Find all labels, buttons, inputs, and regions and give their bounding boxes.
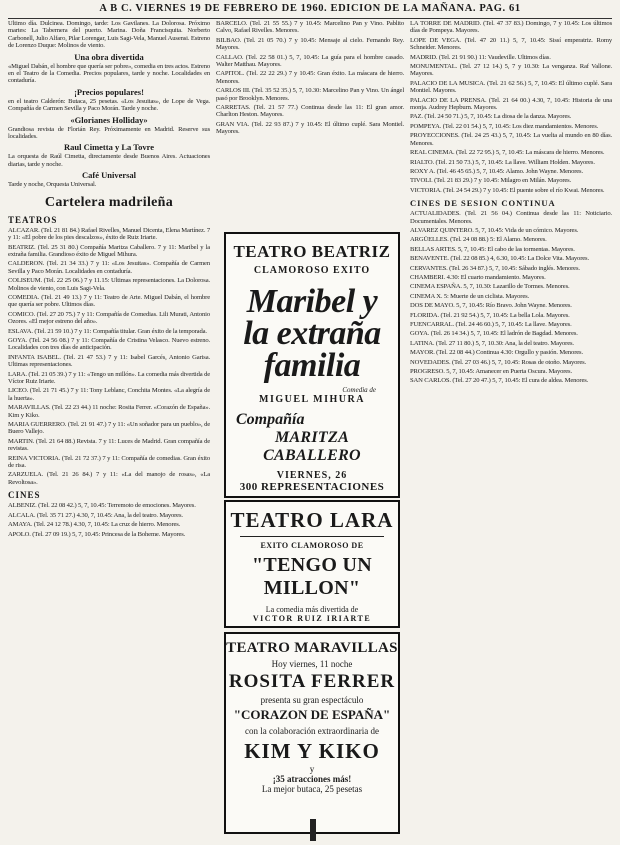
listing-entry: PALACIO DE LA PRENSA. (Tel. 21 64 00.) 4.30, 7, 10.45: Historia de una monja. Audrey Hepburn. Mayores. xyxy=(410,96,612,112)
column-middle-listings xyxy=(216,20,404,250)
ad-text-glorianes: Grandiosa revista de Florián Rey. Próximamente en Madrid. Reserve sus localidades. xyxy=(8,125,210,141)
listing-entry: CINEMA X. 5: Muerte de un ciclista. Mayores. xyxy=(410,292,530,300)
ad-text-cafe: Tarde y noche, Orquesta Universal. xyxy=(8,181,97,189)
ad-heading-precios: ¡Precios populares! xyxy=(74,86,144,97)
listing-entry: PALACIO DE LA MUSICA. (Tel. 21 62 56.) 5, 7, 10.45: El último cuplé. Sara Montiel. Mayores. xyxy=(410,79,612,95)
ad-text-precios: en el teatro Calderón: Butaca, 25 pesetas. «Los Jesuitas», de Lope de Vega. Compañía de Carmen Sevilla y Paco Morán. Tarde y noche. xyxy=(8,97,210,113)
ad-divider xyxy=(240,536,384,537)
listing-entry: MONUMENTAL. (Tel. 27 12 14.) 5, 7 y 10.30: La venganza. Raf Vallone. Mayores. xyxy=(410,63,612,78)
ad-subtitle: CLAMOROSO EXITO xyxy=(253,265,371,276)
listing-entry: REINA VICTORIA. (Tel. 21 72 37.) 7 y 11: Compañía de comedias. Gran éxito de risa. xyxy=(8,454,210,470)
listing-entry: ZARZUELA. (Tel. 21 26 84.) 7 y 11: «La del manojo de rosas», «La Revoltosa». xyxy=(8,471,210,486)
ad-play-title-line1: Maribel y xyxy=(246,283,378,320)
listing-entry: CARLOS III. (Tel. 35 52 35.) 5, 7, 10.30: Marcelino Pan y Vino. Un ángel pasó por Brooklyn. Menores. xyxy=(216,87,404,102)
listing-entry: CARRETAS. (Tel. 21 57 77.) Continua desde las 11: El gran amor. Charlton Heston. Mayores. xyxy=(216,104,404,119)
listing-entry: GOYA. (Tel. 24 56 08.) 7 y 11: Compañía de Cristina Velasco. Nuevo estreno. Localidades con tres días de anticipación. xyxy=(8,336,210,352)
listing-entry: GOYA. (Tel. 26 14 34.) 5, 7, 10.45: El ladrón de Bagdad. Menores. xyxy=(410,330,578,338)
listing-entry: COMEDIA. (Tel. 21 49 13.) 7 y 11: Teatro de Arte. Miguel Dabán, el hombre que quería ser pobre. Ultimos días. xyxy=(8,293,210,309)
ad-line: con la colaboración extraordinaria de xyxy=(245,726,379,736)
ad-text-cimetta: La orquesta de Raúl Cimetta, directamente desde Buenos Aires. Actuaciones diarias, tarde y noche. xyxy=(8,153,210,168)
listing-entry: REAL CINEMA. (Tel. 22 72 95.) 5, 7, 10.45: La máscara de hierro. Menores. xyxy=(410,149,605,157)
print-smudge xyxy=(310,819,316,841)
ad-performance-count: 300 REPRESENTACIONES xyxy=(239,481,385,493)
ad-author: VICTOR RUIZ IRIARTE xyxy=(252,614,372,623)
ad-company-name: MARITZA CABALLERO xyxy=(263,429,361,464)
ad-show-title: "CORAZON DE ESPAÑA" xyxy=(233,707,391,722)
listing-entry: TIVOLI. (Tel. 21 83 29.) 7 y 10.45: Milagro en Milán. Mayores. xyxy=(410,177,572,185)
ad-heading-cimetta: Raul Cimetta y La Tovre xyxy=(63,142,155,153)
listing-entry: ESLAVA. (Tel. 21 59 10.) 7 y 11: Compañía titular. Gran éxito de la temporada. xyxy=(8,327,207,335)
listing-entry: APOLO. (Tel. 27 09 19.) 5, 7, 10.45: Princesa de la Boheme. Mayores. xyxy=(8,530,186,538)
listing-entry: COMICO. (Tel. 27 20 75.) 7 y 11: Compañía de Comedias. Lili Murati, Antonio Ozores. «El mejor estreno del año». xyxy=(8,310,210,326)
listing-entry: NOVEDADES. (Tel. 27 03 46.) 5, 7, 10.45: Rosas de otoño. Mayores. xyxy=(410,358,587,366)
section-title-cartelera: Cartelera madrileña xyxy=(44,194,174,210)
ad-line: presenta su gran espectáculo xyxy=(260,695,364,705)
listing-entry: ARGÜELLES. (Tel. 24 08 88.) 5: El Alamo. Menores. xyxy=(410,236,547,244)
listing-entry: POMPEYA. (Tel. 22 01 54.) 5, 7, 10.45: Los diez mandamientos. Menores. xyxy=(410,122,599,130)
ad-line: y xyxy=(309,764,315,774)
listing-entry: LICEO. (Tel. 21 71 45.) 7 y 11: Tony Leblanc, Conchita Montes. «La alegría de la huerta». xyxy=(8,387,210,402)
listing-entry: BENAVENTE. (Tel. 22 08 85.) 4, 6.30, 10.45: La Dolce Vita. Mayores. xyxy=(410,255,589,263)
listing-entry: CHAMBERI. 4.30: El cuarto mandamiento. Mayores. xyxy=(410,273,546,281)
ad-heading-obra: Una obra divertida xyxy=(74,51,144,62)
listing-entry: RIALTO. (Tel. 21 50 73.) 5, 7, 10.45: La llave. William Holden. Mayores. xyxy=(410,158,595,166)
ad-theater-name: TEATRO MARAVILLAS xyxy=(226,640,398,656)
listing-entry: FLORIDA. (Tel. 21 92 54.) 5, 7, 10.45: La bella Lola. Mayores. xyxy=(410,311,570,319)
listing-entry: MADRID. (Tel. 21 91 90.) 11: Vaudeville. Ultimos días. xyxy=(410,53,551,61)
listing-entry: BARCELO. (Tel. 21 55 55.) 7 y 10.45: Marcelino Pan y Vino. Pablito Calvo, Rafael Rivelles. Menores. xyxy=(216,20,404,35)
page-header: A B C. VIERNES 19 DE FEBRERO DE 1960. EDICION DE LA MAÑANA. PAG. 61 xyxy=(8,2,612,19)
listing-entry: MARTIN. (Tel. 21 64 88.) Revista. 7 y 11: Luces de Madrid. Gran compañía de revistas. xyxy=(8,437,210,453)
ad-comedia-label: Comedia de xyxy=(342,386,376,394)
ad-line: ¡35 atracciones más! xyxy=(272,774,352,784)
listing-entry: BILBAO. (Tel. 21 05 70.) 7 y 10.45: Mensaje al cielo. Fernando Rey. Mayores. xyxy=(216,36,404,52)
listing-entry: GRAN VIA. (Tel. 22 93 87.) 7 y 10.45: El último cuplé. Sara Montiel. Mayores. xyxy=(216,120,404,136)
listing-entry: LARA. (Tel. 21 05 39.) 7 y 11: «Tengo un millón». La comedia más divertida de Víctor Ruiz Iriarte. xyxy=(8,370,210,385)
ad-play-title-line3: familia xyxy=(263,347,361,384)
listing-entry: AMAYA. (Tel. 24 12 78.) 4.30, 7, 10.45: La cruz de hierro. Menores. xyxy=(8,521,181,529)
column-right xyxy=(410,20,612,838)
listing-entry: ACTUALIDADES. (Tel. 21 56 04.) Continua desde las 11: Noticiario. Documentales. Menores. xyxy=(410,210,612,225)
listing-entry: COLISEUM. (Tel. 22 25 06.) 7 y 11.15: Ultimas representaciones. La Dolorosa. Molinos de viento, con Luis Sagi-Vela. xyxy=(8,277,210,292)
ad-theater-name: TEATRO LARA xyxy=(230,508,394,532)
ad-subtitle: EXITO CLAMOROSO DE xyxy=(260,541,364,550)
listing-entry: DOS DE MAYO. 5, 7, 10.45: Río Bravo. John Wayne. Menores. xyxy=(410,302,572,310)
listing-entry: CERVANTES. (Tel. 26 34 87.) 5, 7, 10.45: Sábado inglés. Menores. xyxy=(410,264,580,272)
listing-entry: CAPITOL. (Tel. 22 22 29.) 7 y 10.45: Gran éxito. La máscara de hierro. Menores. xyxy=(216,70,404,85)
listing-entry: ROXY A. (Tel. 46 45 65.) 5, 7, 10.45: Alamo. John Wayne. Menores. xyxy=(410,167,583,175)
listing-entry: LATINA. (Tel. 27 11 80.) 5, 7, 10.30: Ana, la del teatro. Mayores. xyxy=(410,339,574,347)
listing-entry: SAN CARLOS. (Tel. 27 20 47.) 5, 7, 10.45: El cura de aldea. Menores. xyxy=(410,377,589,385)
section-heading-cines: CINES xyxy=(8,490,41,501)
listing-entry: ALCALA. (Tel. 35 71 27.) 4.30, 7, 10.45: Ana, la del teatro. Mayores. xyxy=(8,511,183,519)
listing-entry: FUENCARRAL. (Tel. 24 46 60.) 5, 7, 10.45: La llave. Mayores. xyxy=(410,321,572,328)
ad-teatro-beatriz xyxy=(224,232,400,498)
ad-play-title: "TENGO UN MILLON" xyxy=(252,554,372,599)
listing-entry: CINEMA ESPAÑA. 5, 7, 10.30: Lazarillo de Tormes. Menores. xyxy=(410,283,570,291)
listing-entry: ALVAREZ QUINTERO. 5, 7, 10.45: Vida de un cómico. Mayores. xyxy=(410,226,579,234)
section-heading-sesion-continua: CINES DE SESION CONTINUA xyxy=(410,198,556,209)
listing-entry: CALLAO. (Tel. 22 58 01.) 5, 7, 10.45: La guía para el hombre casado. Walter Matthau. Mayores. xyxy=(216,53,404,69)
listing-entry: LOPE DE VEGA. (Tel. 47 20 11.) 5, 7, 10.45: Sissí emperatriz. Romy Schneider. Menores. xyxy=(410,36,612,52)
listing-entry: BEATRIZ. (Tel. 25 31 80.) Compañía Maritza Caballero. 7 y 11: Maribel y la extraña familia. Grandioso éxito de Miguel Mihura. xyxy=(8,243,210,258)
ad-date: VIERNES, 26 xyxy=(276,470,348,481)
column-left xyxy=(8,20,210,838)
listing-entry: ALBENIZ. (Tel. 22 08 42.) 5, 7, 10.45: Terremoto de emociones. Mayores. xyxy=(8,502,196,510)
ad-duo-name: KIM Y KIKO xyxy=(244,739,380,763)
ad-star-name: ROSITA FERRER xyxy=(228,671,396,692)
listing-entry: MARIA GUERRERO. (Tel. 21 91 47.) 7 y 11: «Un soñador para un pueblo», de Buero Vallejo. xyxy=(8,421,210,436)
ad-teatro-lara xyxy=(224,500,400,628)
listing-entry: CALDERON. (Tel. 21 34 33.) 7 y 11: «Los Jesuitas». Compañía de Carmen Sevilla y Paco Morán. Localidades en contaduría. xyxy=(8,260,210,275)
ad-author: MIGUEL MIHURA xyxy=(259,394,365,405)
ad-heading-cafe: Café Universal xyxy=(81,170,137,181)
listing-entry: BELLAS ARTES. 5, 7, 10.45: El cabo de las tormentas. Mayores. xyxy=(410,245,575,253)
listing-entry: PROGRESO. 5, 7, 10.45: Amanecer en Puerta Oscura. Mayores. xyxy=(410,368,572,376)
listing-entry: INFANTA ISABEL. (Tel. 21 47 53.) 7 y 11: Isabel Garcés, Antonio Garisa. Ultimas representaciones. xyxy=(8,353,210,369)
section-heading-teatros: TEATROS xyxy=(8,214,58,225)
listing-entry: PROYECCIONES. (Tel. 24 25 43.) 5, 7, 10.45: La vuelta al mundo en 80 días. Menores. xyxy=(410,132,612,147)
ad-text-obra: «Miguel Dabán, el hombre que quería ser pobre», comedia en tres actos. Estreno en el Teatro de la Comedia. Precios populares, tarde y noche. Localidades en contaduría. xyxy=(8,62,210,85)
ad-line: Hoy viernes, 11 noche xyxy=(271,659,353,669)
ad-compania-label: Compañía xyxy=(236,411,305,428)
intro-paragraph: Ultimo día. Dulcinea. Domingo, tarde: Los Gavilanes. La Dolorosa. Próximo martes: La Tabernera del puerto. Marina. Doña Francisquita. Norberto Carbonell, Julio Alfaro, Pilar Lorengar, Luis Sagi-Vela, Manuel Ausensi. Estreno de Lorenzo Duque: Molinos de viento. xyxy=(8,20,210,50)
ad-heading-glorianes: «Glorianes Holliday» xyxy=(70,114,148,125)
listing-entry: PAZ. (Tel. 24 50 71.) 5, 7, 10.45: La diosa de la danza. Mayores. xyxy=(410,113,572,121)
listing-entry: VICTORIA. (Tel. 24 54 29.) 7 y 10.45: El puente sobre el río Kwai. Menores. xyxy=(410,186,605,194)
ad-line: La comedia más divertida de xyxy=(265,605,359,614)
ad-play-title-line2: la extraña xyxy=(243,315,381,352)
ad-line: La mejor butaca, 25 pesetas xyxy=(261,784,363,794)
listing-entry: ALCAZAR. (Tel. 21 81 84.) Rafael Rivelles, Manuel Dicenta, Elena Martínez. 7 y 11: «El pobre de los pies descalzos», éxito de Ruiz Iriarte. xyxy=(8,226,210,242)
listing-entry: MARAVILLAS. (Tel. 22 23 44.) 11 noche: Rosita Ferrer. «Corazón de España». Kim y Kiko. xyxy=(8,404,210,419)
listing-entry: MAYOR. (Tel. 22 08 44.) Continua 4.30: Orgullo y pasión. Menores. xyxy=(410,349,583,357)
ad-theater-name: TEATRO BEATRIZ xyxy=(233,242,391,261)
listing-entry: LA TORRE DE MADRID. (Tel. 47 37 83.) Domingo, 7 y 10.45: Los últimos días de Pompeya. Mayores. xyxy=(410,20,612,35)
ad-teatro-maravillas xyxy=(224,632,400,834)
